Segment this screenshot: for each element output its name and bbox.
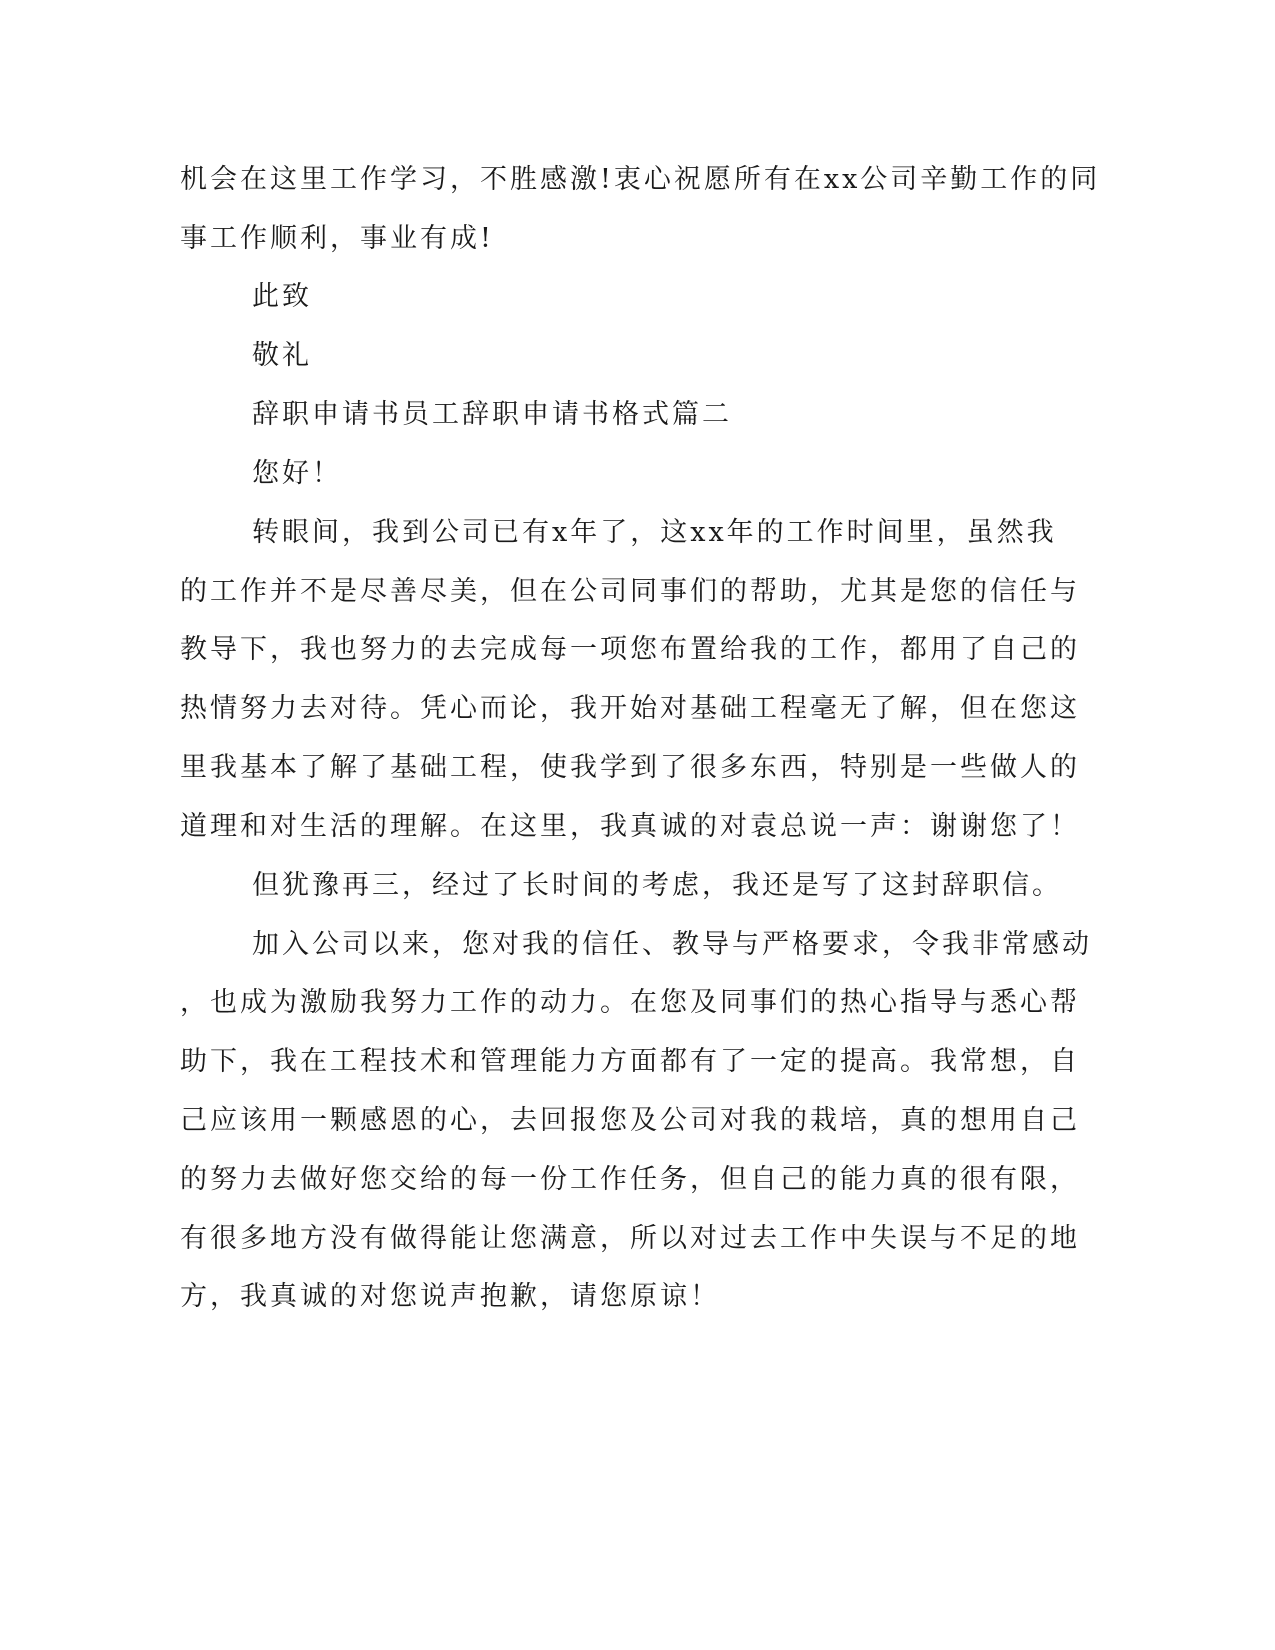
text-line: ，也成为激励我努力工作的动力。在您及同事们的热心指导与悉心帮: [180, 987, 1080, 1018]
text-line: 道理和对生活的理解。在这里，我真诚的对袁总说一声：谢谢您了！: [180, 811, 1080, 842]
text-line: 事工作顺利，事业有成!: [180, 223, 494, 254]
text-line: 加入公司以来，您对我的信任、教导与严格要求，令我非常感动: [252, 929, 1092, 960]
text-line: 的工作并不是尽善尽美，但在公司同事们的帮助，尤其是您的信任与: [180, 576, 1080, 607]
closing-phrase: 此致: [252, 281, 312, 312]
text-line: 教导下，我也努力的去完成每一项您布置给我的工作，都用了自己的: [180, 634, 1080, 665]
text-line: 己应该用一颗感恩的心，去回报您及公司对我的栽培，真的想用自己: [180, 1105, 1080, 1136]
text-line: 助下，我在工程技术和管理能力方面都有了一定的提高。我常想，自: [180, 1046, 1080, 1077]
text-line: 有很多地方没有做得能让您满意，所以对过去工作中失误与不足的地: [180, 1223, 1080, 1254]
text-line: 热情努力去对待。凭心而论，我开始对基础工程毫无了解，但在您这: [180, 693, 1080, 724]
text-line: 的努力去做好您交给的每一份工作任务，但自己的能力真的很有限，: [180, 1164, 1080, 1195]
section-heading: 辞职申请书员工辞职申请书格式篇二: [252, 399, 732, 430]
greeting: 您好！: [252, 458, 342, 489]
salutation: 敬礼: [252, 340, 312, 371]
text-line: 里我基本了解了基础工程，使我学到了很多东西，特别是一些做人的: [180, 752, 1080, 783]
text-line: 方，我真诚的对您说声抱歉，请您原谅！: [180, 1281, 720, 1312]
text-line: 转眼间，我到公司已有x年了，这xx年的工作时间里，虽然我: [252, 517, 1057, 548]
text-line: 机会在这里工作学习，不胜感激!衷心祝愿所有在xx公司辛勤工作的同: [180, 164, 1101, 195]
text-line: 但犹豫再三，经过了长时间的考虑，我还是写了这封辞职信。: [252, 870, 1062, 901]
